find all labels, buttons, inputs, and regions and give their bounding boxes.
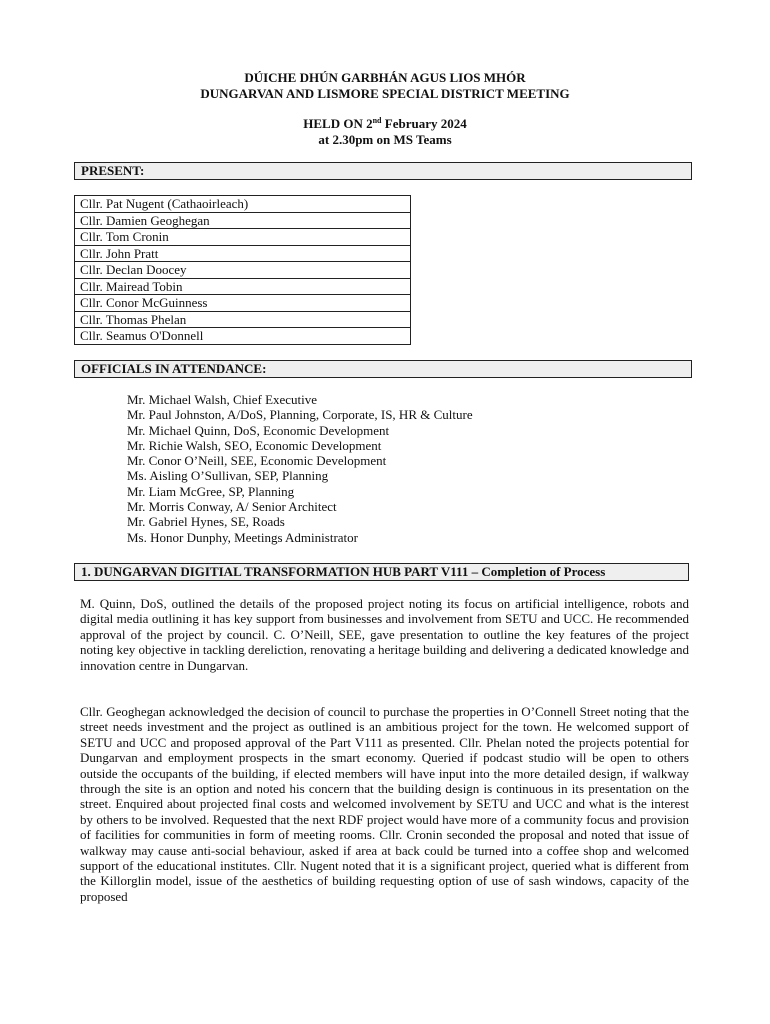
list-item: Mr. Liam McGree, SP, Planning xyxy=(127,483,295,499)
table-row xyxy=(75,295,411,312)
table-row xyxy=(75,278,411,295)
held-on-date: HELD ON 2nd February 2024 xyxy=(303,116,467,131)
list-item: Mr. Morris Conway, A/ Senior Architect xyxy=(127,499,337,515)
title-irish: DÚICHE DHÚN GARBHÁN AGUS LIOS MHÓR xyxy=(244,70,526,85)
list-item: Mr. Gabriel Hynes, SE, Roads xyxy=(127,514,285,530)
time-location: at 2.30pm on MS Teams xyxy=(318,132,452,147)
table-row xyxy=(75,212,411,229)
table-row xyxy=(75,262,411,279)
table-row xyxy=(75,328,411,345)
member-cell: Cllr. Pat Nugent (Cathaoirleach) xyxy=(75,196,411,213)
present-heading: PRESENT: xyxy=(74,162,692,180)
list-item: Ms. Aisling O’Sullivan, SEP, Planning xyxy=(127,468,329,484)
member-cell: Cllr. John Pratt xyxy=(75,245,411,262)
present-members-table xyxy=(74,195,411,345)
agenda-item-heading: 1. DUNGARVAN DIGITIAL TRANSFORMATION HUB PART V111 – Completion of Process xyxy=(74,563,689,581)
item-paragraph-2: Cllr. Geoghegan acknowledged the decision of council to purchase the properties in O’Connell Street noting that the street needs investment and the project as outlined is an ambitious project for the town. He welcomed support of SETU and UCC and proposed approval of the Part V111 as presented. Cllr. Phelan noted the projects potential for Dungarvan and employment prospects in the smart economy. Queried if podcast studio will be open to others outside the occupants of the building, if elected members will have input into the more detailed design, if walkway through the site is an option and noted his concern that the building design is continuous in its presentation on the street. Enquired about projected final costs and welcomed involvement by SETU and UCC and what is the interest by others to be involved. Requested that the next RDF project would have more of a community focus and provision of facilities for communities in form of meeting rooms. Cllr. Cronin seconded the proposal and noted that issue of walkway may cause anti-social behaviour, asked if area at back could be turned into a coffee shop and welcomed support of the educational institutes. Cllr. Nugent noted that it is a significant project, queried what is different from the Killorglin model, issue of the aesthetics of building requesting option of use of sash windows, capacity of the proposed xyxy=(80,704,689,904)
list-item: Mr. Michael Quinn, DoS, Economic Development xyxy=(127,422,390,438)
table-row xyxy=(75,311,411,328)
member-cell: Cllr. Mairead Tobin xyxy=(75,278,411,295)
title-english: DUNGARVAN AND LISMORE SPECIAL DISTRICT MEETING xyxy=(200,86,570,101)
member-cell: Cllr. Tom Cronin xyxy=(75,229,411,246)
officials-list xyxy=(127,392,473,545)
table-row xyxy=(75,245,411,262)
item-paragraph-1: M. Quinn, DoS, outlined the details of the proposed project noting its focus on artificial intelligence, robots and digital media outlining it has key support from businesses and involvement from SETU and UCC. He recommended approval of the project by council. C. O’Neill, SEE, gave presentation to outline the key features of the project noting key objective in tackling dereliction, renovating a heritage building and delivering a dedicated knowledge and innovation centre in Dungarvan. xyxy=(80,596,689,673)
list-item: Mr. Conor O’Neill, SEE, Economic Development xyxy=(127,453,387,469)
list-item: Mr. Paul Johnston, A/DoS, Planning, Corporate, IS, HR & Culture xyxy=(127,407,473,423)
table-row xyxy=(75,196,411,213)
member-cell: Cllr. Conor McGuinness xyxy=(75,295,411,312)
member-cell: Cllr. Seamus O'Donnell xyxy=(75,328,411,345)
member-cell: Cllr. Damien Geoghegan xyxy=(75,212,411,229)
table-row xyxy=(75,229,411,246)
member-cell: Cllr. Thomas Phelan xyxy=(75,311,411,328)
list-item: Mr. Richie Walsh, SEO, Economic Development xyxy=(127,437,382,453)
officials-heading: OFFICIALS IN ATTENDANCE: xyxy=(74,360,692,378)
list-item: Mr. Michael Walsh, Chief Executive xyxy=(127,392,318,407)
list-item: Ms. Honor Dunphy, Meetings Administrator xyxy=(127,529,358,545)
member-cell: Cllr. Declan Doocey xyxy=(75,262,411,279)
